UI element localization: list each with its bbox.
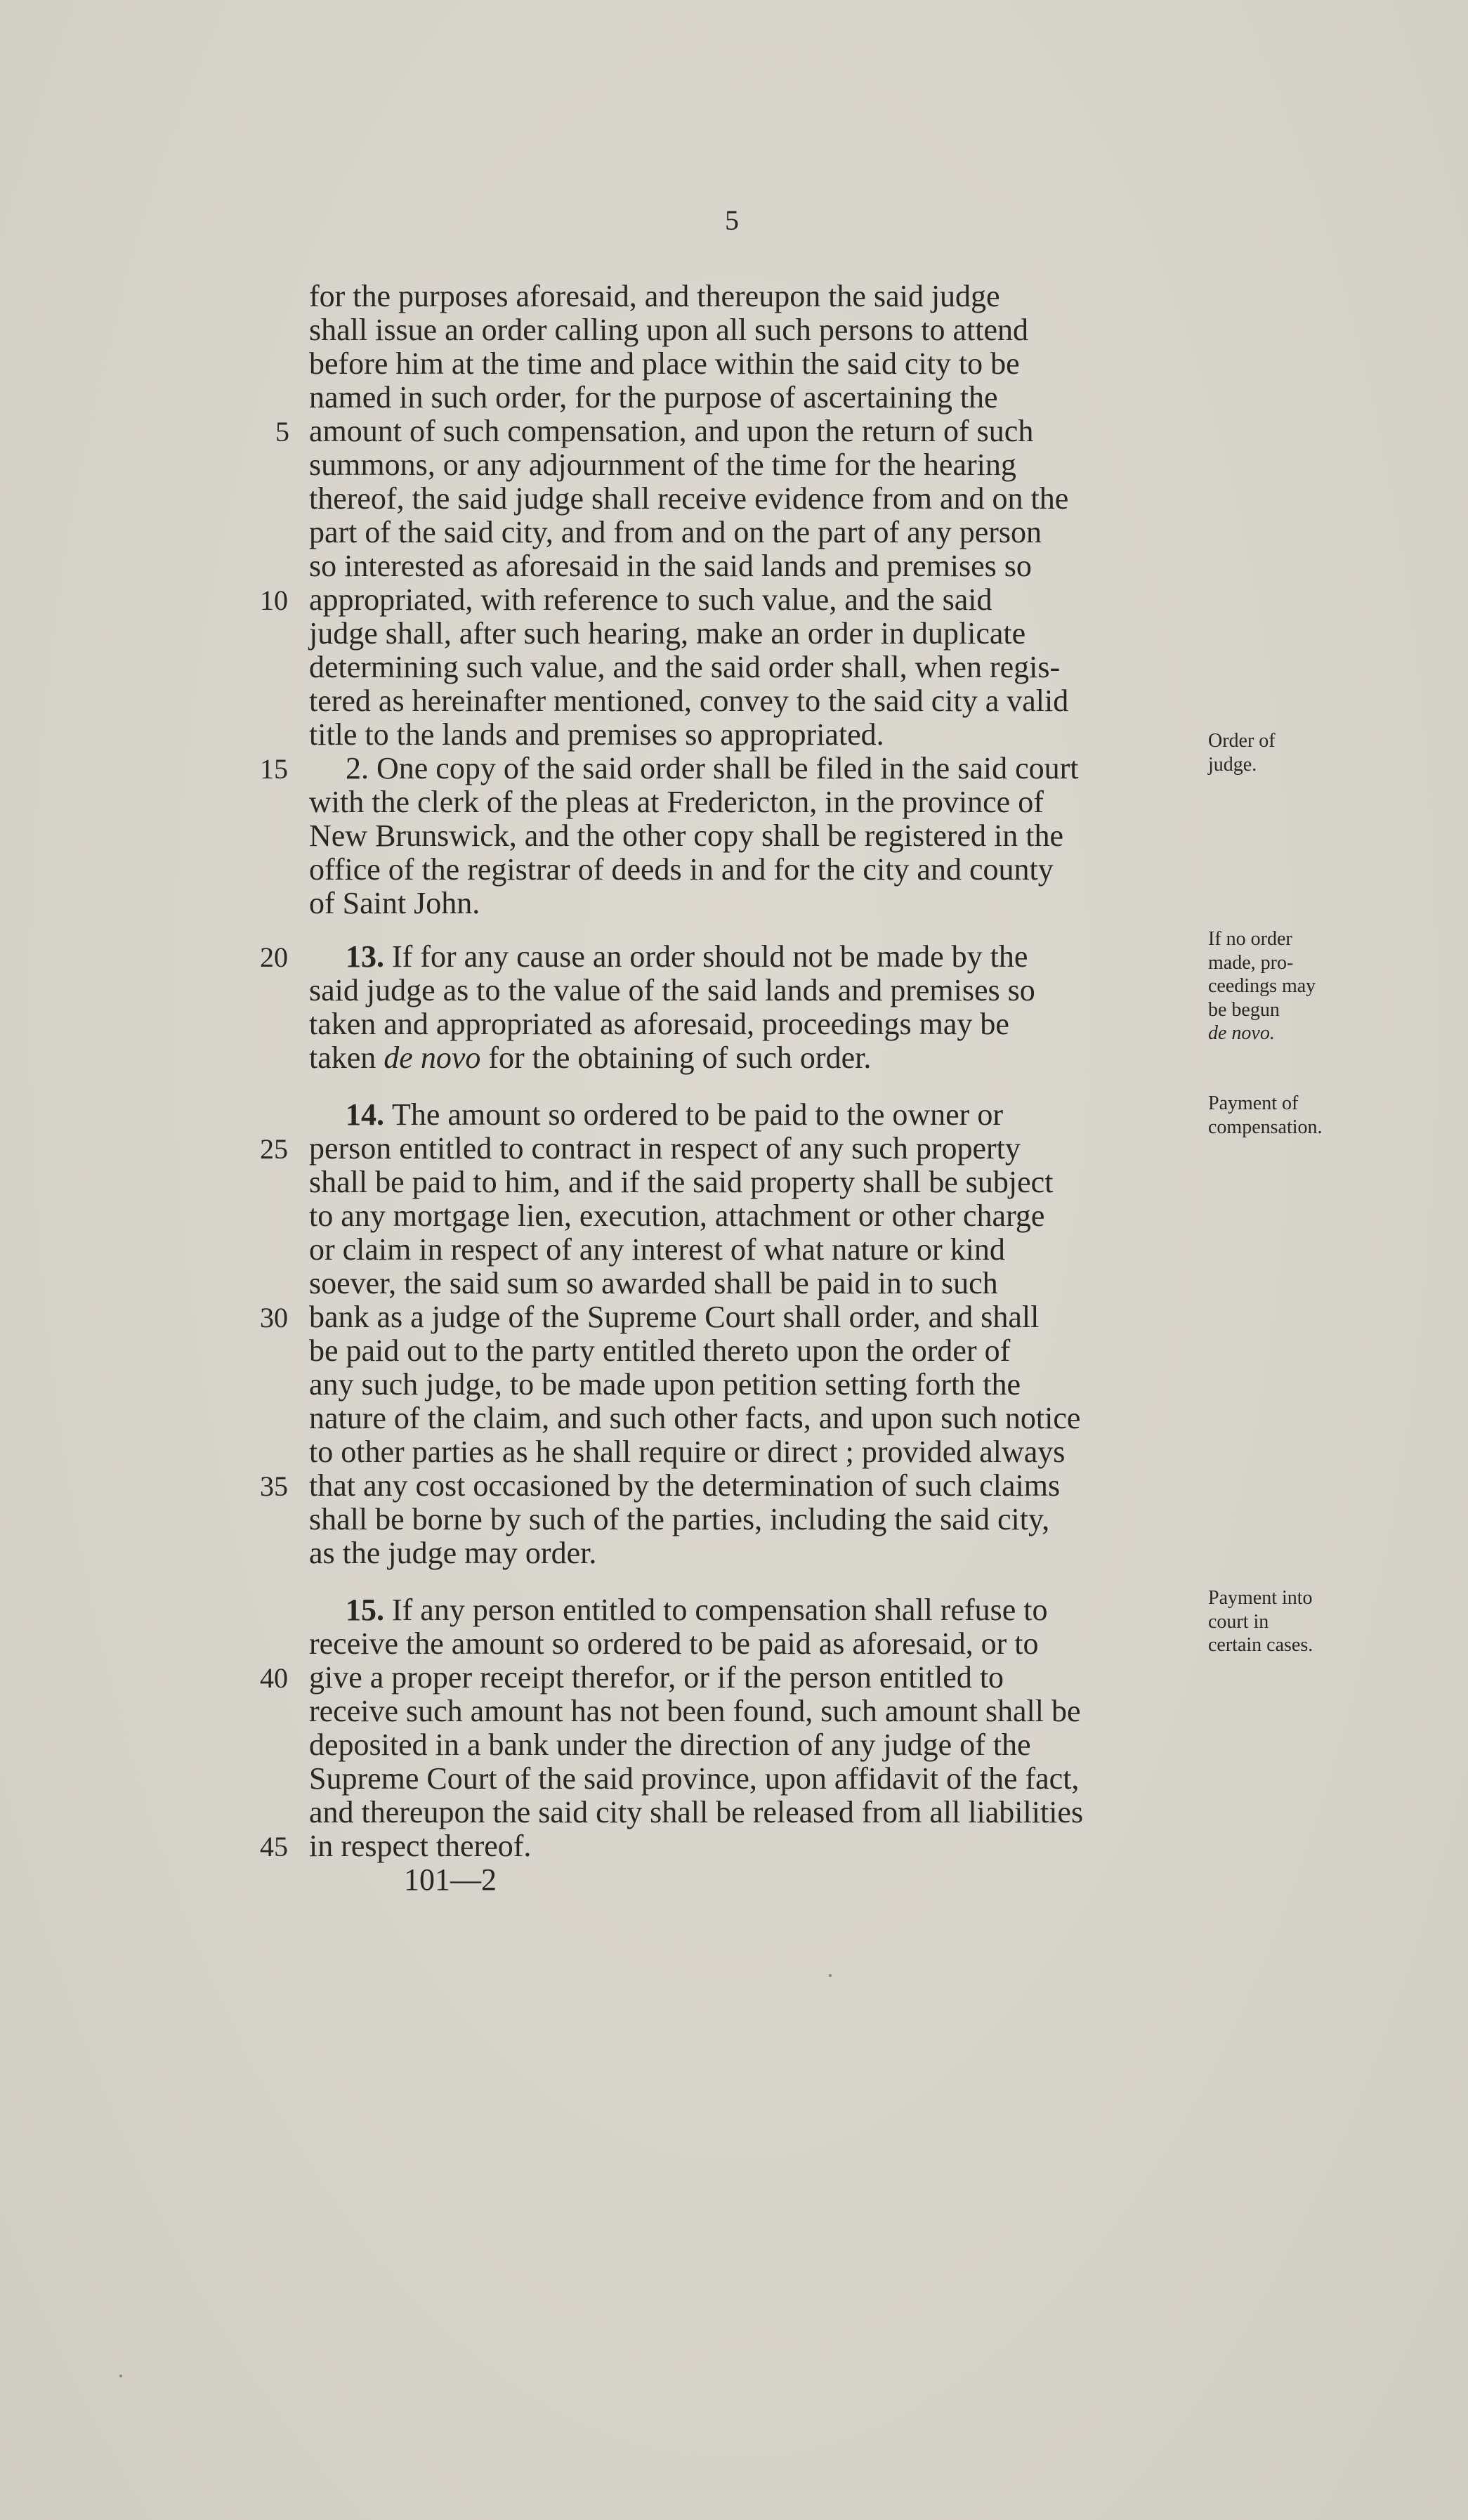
text-line: 14. The amount so ordered to be paid to the owner or — [346, 1097, 1003, 1132]
text-line: soever, the said sum so awarded shall be paid in to such — [309, 1266, 998, 1300]
text-line: shall be borne by such of the parties, including the said city, — [309, 1502, 1050, 1536]
line-number: 25 — [260, 1133, 288, 1165]
text-line: appropriated, with reference to such value, and the said — [309, 582, 992, 617]
text-line: in respect thereof. — [309, 1829, 532, 1863]
text-line: tered as hereinafter mentioned, convey to the said city a valid — [309, 684, 1069, 718]
line-number: 20 — [260, 941, 288, 973]
text-line: shall issue an order calling upon all such persons to attend — [309, 313, 1028, 347]
line-number: 35 — [260, 1470, 288, 1502]
text-line: with the clerk of the pleas at Fredericton, in the province of — [309, 785, 1044, 819]
text-line: to any mortgage lien, execution, attachment or other charge — [309, 1199, 1045, 1233]
section-number: 15. — [346, 1593, 392, 1627]
section-number: 13. — [346, 939, 392, 974]
text-line: before him at the time and place within the said city to be — [309, 346, 1020, 381]
line-number: 5 — [275, 416, 289, 448]
text-line: named in such order, for the purpose of ascertaining the — [309, 380, 998, 414]
section-number: 14. — [346, 1097, 392, 1132]
text-line: 101—2 — [404, 1862, 497, 1897]
text-line: 2. One copy of the said order shall be filed in the said court — [346, 751, 1079, 785]
text-line: receive the amount so ordered to be paid as aforesaid, or to — [309, 1626, 1039, 1661]
text-line: Supreme Court of the said province, upon affidavit of the fact, — [309, 1761, 1080, 1796]
text-line: for the purposes aforesaid, and thereupon the said judge — [309, 279, 1000, 313]
text-line: part of the said city, and from and on the part of any person — [309, 515, 1042, 549]
margin-note-order-of-judge: Order of judge. — [1208, 730, 1276, 776]
margin-note-payment-into-court: Payment into court in certain cases. — [1208, 1587, 1313, 1657]
text-line: summons, or any adjournment of the time for the hearing — [309, 448, 1016, 482]
text-line: give a proper receipt therefor, or if the person entitled to — [309, 1660, 1004, 1695]
text-line: nature of the claim, and such other facts, and upon such notice — [309, 1401, 1081, 1435]
text-line: amount of such compensation, and upon the return of such — [309, 414, 1034, 448]
text-line: receive such amount has not been found, such amount shall be — [309, 1694, 1081, 1728]
page-number: 5 — [725, 204, 739, 236]
line-number: 30 — [260, 1302, 288, 1333]
text-line: shall be paid to him, and if the said property shall be subject — [309, 1165, 1054, 1199]
text-line: deposited in a bank under the direction of any judge of the — [309, 1728, 1031, 1762]
line-number: 15 — [260, 753, 288, 785]
text-line: that any cost occasioned by the determination of such claims — [309, 1468, 1061, 1503]
line-number: 40 — [260, 1662, 288, 1694]
text-line: or claim in respect of any interest of what nature or kind — [309, 1232, 1005, 1267]
text-line: title to the lands and premises so appropriated. — [309, 717, 884, 752]
line-number: 10 — [260, 585, 288, 616]
text-line: determining such value, and the said order shall, when regis- — [309, 650, 1061, 684]
text-line: and thereupon the said city shall be released from all liabilities — [309, 1795, 1084, 1829]
text-line: office of the registrar of deeds in and for the city and county — [309, 852, 1054, 887]
text-line: taken de novo for the obtaining of such order. — [309, 1040, 872, 1075]
text-line: taken and appropriated as aforesaid, proceedings may be — [309, 1007, 1009, 1041]
line-number: 45 — [260, 1831, 288, 1862]
text-line: 13. If for any cause an order should not be made by the — [346, 939, 1028, 974]
text-line: bank as a judge of the Supreme Court shall order, and shall — [309, 1300, 1040, 1334]
text-line: said judge as to the value of the said lands and premises so — [309, 973, 1035, 1007]
text-line: as the judge may order. — [309, 1536, 597, 1570]
text-line: to other parties as he shall require or direct ; provided always — [309, 1435, 1066, 1469]
text-line: New Brunswick, and the other copy shall be registered in the — [309, 818, 1064, 853]
text-line: 15. If any person entitled to compensation shall refuse to — [346, 1593, 1048, 1627]
text-line: person entitled to contract in respect of any such property — [309, 1131, 1021, 1166]
text-line: any such judge, to be made upon petition setting forth the — [309, 1367, 1021, 1402]
text-line: of Saint John. — [309, 886, 480, 920]
text-line: so interested as aforesaid in the said lands and premises so — [309, 549, 1032, 583]
margin-note-no-order: If no order made, pro- ceedings may be begun de novo. — [1208, 928, 1316, 1045]
paper-speck — [119, 2375, 122, 2377]
margin-note-payment-of-compensation: Payment of compensation. — [1208, 1092, 1323, 1138]
paper-speck — [829, 1974, 832, 1977]
italic-phrase: de novo — [384, 1040, 481, 1075]
text-line: thereof, the said judge shall receive evidence from and on the — [309, 481, 1069, 516]
text-line: judge shall, after such hearing, make an order in duplicate — [309, 616, 1026, 651]
text-line: be paid out to the party entitled thereto upon the order of — [309, 1333, 1011, 1368]
